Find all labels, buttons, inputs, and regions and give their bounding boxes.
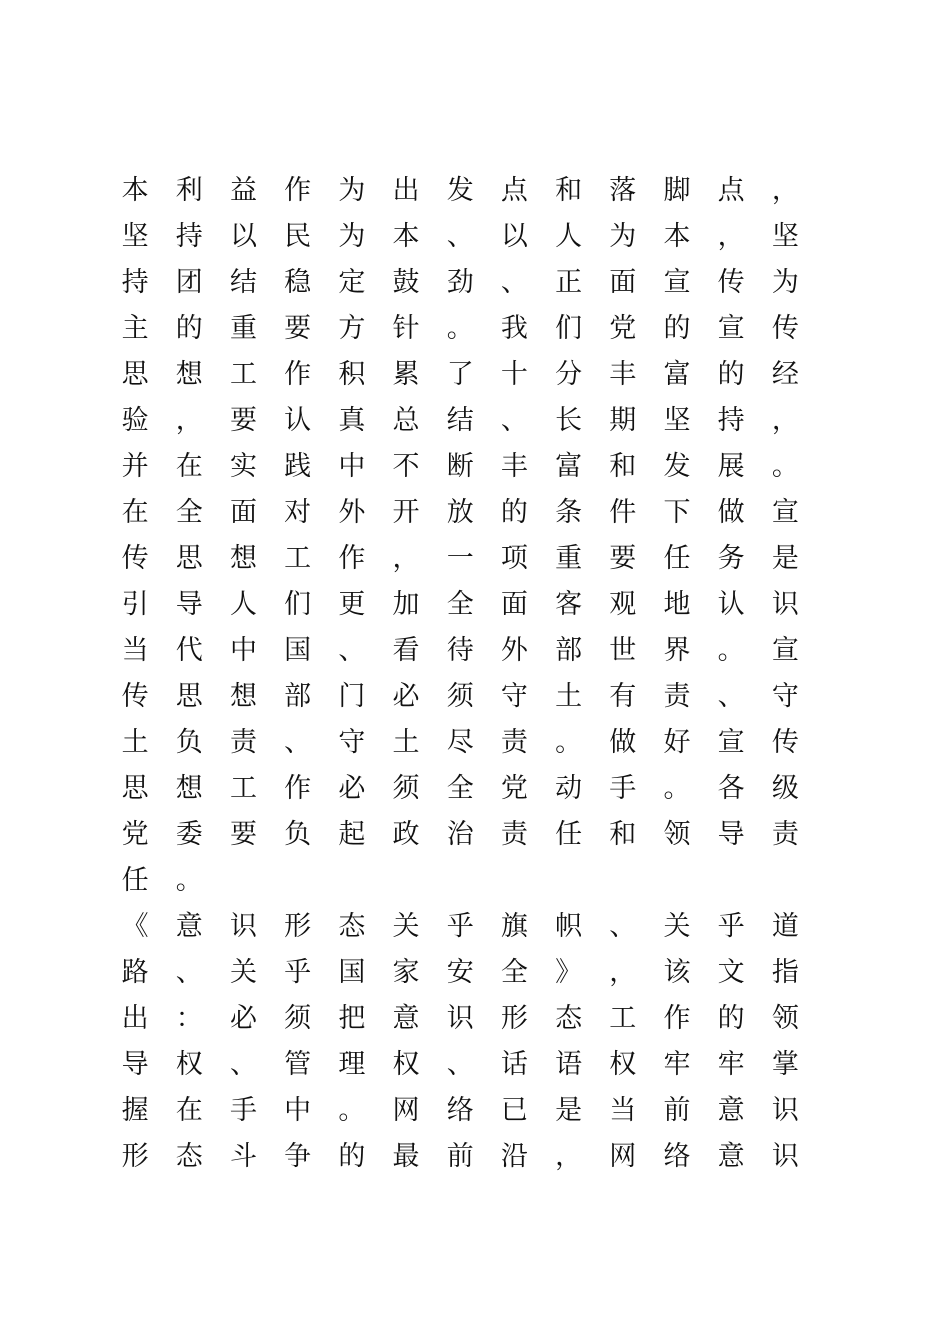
- text-char: 任: [555, 819, 583, 850]
- text-char: 旗: [500, 911, 528, 942]
- text-char: 沿: [500, 1141, 528, 1172]
- text-char: 和: [555, 175, 583, 206]
- text-char: 握: [121, 1095, 149, 1126]
- text-char: 工: [284, 543, 312, 574]
- text-char: 手: [609, 773, 637, 804]
- text-char: 道: [771, 911, 799, 942]
- text-char: 点: [500, 175, 528, 206]
- text-char: 作: [663, 1003, 691, 1034]
- text-char: 工: [229, 773, 257, 804]
- text-char: 看: [392, 635, 420, 666]
- text-char: 思: [121, 773, 149, 804]
- text-char: 牢: [717, 1049, 745, 1080]
- text-char: 点: [717, 175, 745, 206]
- text-char: 经: [771, 359, 799, 390]
- text-char: 认: [717, 589, 745, 620]
- text-char: 帜: [555, 911, 583, 942]
- text-char: ，: [555, 1141, 583, 1172]
- text-char: 丰: [500, 451, 528, 482]
- text-line: [108, 766, 820, 812]
- text-char: 以: [500, 221, 528, 252]
- text-char: 、: [338, 635, 366, 666]
- text-char: 思: [175, 681, 203, 712]
- text-char: 关: [663, 911, 691, 942]
- text-line: [108, 490, 820, 536]
- text-char: 面: [609, 267, 637, 298]
- text-char: 出: [392, 175, 420, 206]
- text-char: 导: [717, 819, 745, 850]
- text-char: 识: [446, 1003, 474, 1034]
- text-char: 民: [284, 221, 312, 252]
- text-char: 前: [663, 1095, 691, 1126]
- text-char: 工: [609, 1003, 637, 1034]
- text-char: 我: [500, 313, 528, 344]
- text-char: 斗: [229, 1141, 257, 1172]
- text-char: 为: [609, 221, 637, 252]
- text-char: 引: [121, 589, 149, 620]
- text-char: 和: [609, 451, 637, 482]
- text-char: 指: [771, 957, 799, 988]
- text-char: 外: [338, 497, 366, 528]
- text-char: 代: [175, 635, 203, 666]
- text-char: 土: [555, 681, 583, 712]
- text-char: 态: [338, 911, 366, 942]
- text-char: 验: [121, 405, 149, 436]
- text-char: 想: [175, 359, 203, 390]
- text-char: 权: [175, 1049, 203, 1080]
- text-char: 中: [338, 451, 366, 482]
- text-char: 语: [555, 1049, 583, 1080]
- text-char: 守: [338, 727, 366, 758]
- text-char: 要: [284, 313, 312, 344]
- text-char: ，: [175, 405, 203, 436]
- text-line: [108, 352, 820, 398]
- text-char: 守: [500, 681, 528, 712]
- text-char: 益: [229, 175, 257, 206]
- text-line: [108, 306, 820, 352]
- text-char: 想: [229, 543, 257, 574]
- text-char: 国: [284, 635, 312, 666]
- text-char: 乎: [446, 911, 474, 942]
- text-line: [108, 1042, 820, 1088]
- text-char: 的: [717, 1003, 745, 1034]
- text-char: 责: [500, 819, 528, 850]
- text-char: 坚: [663, 405, 691, 436]
- text-char: 重: [229, 313, 257, 344]
- text-char: 发: [446, 175, 474, 206]
- text-char: 重: [555, 543, 583, 574]
- text-char: 各: [717, 773, 745, 804]
- text-char: 放: [446, 497, 474, 528]
- text-line: [108, 1134, 820, 1180]
- text-char: 定: [338, 267, 366, 298]
- text-char: 土: [121, 727, 149, 758]
- text-char: 想: [175, 773, 203, 804]
- text-char: 脚: [663, 175, 691, 206]
- text-char: 。: [338, 1095, 366, 1126]
- text-char: 国: [338, 957, 366, 988]
- text-char: 件: [609, 497, 637, 528]
- text-line: [108, 398, 820, 444]
- text-char: 作: [284, 175, 312, 206]
- text-char: 宣: [717, 727, 745, 758]
- text-char: 有: [609, 681, 637, 712]
- text-char: 全: [175, 497, 203, 528]
- text-char: 该: [663, 957, 691, 988]
- text-char: 的: [500, 497, 528, 528]
- text-char: 尽: [446, 727, 474, 758]
- text-line: [108, 214, 820, 260]
- text-char: 宣: [771, 635, 799, 666]
- text-char: 持: [121, 267, 149, 298]
- text-char: 管: [284, 1049, 312, 1080]
- text-char: 网: [609, 1141, 637, 1172]
- text-char: 在: [175, 451, 203, 482]
- text-line: [108, 812, 820, 858]
- text-char: 。: [446, 313, 474, 344]
- text-char: 人: [555, 221, 583, 252]
- text-char: 持: [175, 221, 203, 252]
- text-char: 导: [175, 589, 203, 620]
- text-char: 必: [229, 1003, 257, 1034]
- text-char: 的: [717, 359, 745, 390]
- text-char: 方: [338, 313, 366, 344]
- text-char: 意: [717, 1095, 745, 1126]
- text-char: 结: [446, 405, 474, 436]
- text-char: 正: [555, 267, 583, 298]
- text-char: 主: [121, 313, 149, 344]
- text-char: 务: [717, 543, 745, 574]
- text-char: 面: [500, 589, 528, 620]
- text-char: 做: [717, 497, 745, 528]
- text-char: 责: [500, 727, 528, 758]
- text-char: 面: [229, 497, 257, 528]
- text-char: 对: [284, 497, 312, 528]
- text-char: 级: [771, 773, 799, 804]
- text-char: 宣: [663, 267, 691, 298]
- text-char: 识: [771, 1095, 799, 1126]
- text-char: 形: [284, 911, 312, 942]
- text-char: 部: [555, 635, 583, 666]
- text-char: 全: [446, 773, 474, 804]
- text-char: 争: [284, 1141, 312, 1172]
- text-char: 展: [717, 451, 745, 482]
- text-char: 全: [500, 957, 528, 988]
- text-char: 要: [229, 405, 257, 436]
- text-char: 的: [175, 313, 203, 344]
- text-char: 家: [392, 957, 420, 988]
- text-char: 作: [338, 543, 366, 574]
- text-char: 在: [121, 497, 149, 528]
- text-char: 在: [175, 1095, 203, 1126]
- text-char: 传: [717, 267, 745, 298]
- text-char: 形: [500, 1003, 528, 1034]
- text-char: 鼓: [392, 267, 420, 298]
- text-char: 关: [392, 911, 420, 942]
- text-char: 是: [555, 1095, 583, 1126]
- text-char: 中: [284, 1095, 312, 1126]
- text-char: 们: [555, 313, 583, 344]
- text-char: 劲: [446, 267, 474, 298]
- text-char: 。: [771, 451, 799, 482]
- text-char: 当: [121, 635, 149, 666]
- text-char: 客: [555, 589, 583, 620]
- text-char: 团: [175, 267, 203, 298]
- text-char: 加: [392, 589, 420, 620]
- text-char: 委: [175, 819, 203, 850]
- text-char: 传: [771, 313, 799, 344]
- text-char: 责: [229, 727, 257, 758]
- text-char: 守: [771, 681, 799, 712]
- text-char: 结: [229, 267, 257, 298]
- text-char: 总: [392, 405, 420, 436]
- text-line: [108, 444, 820, 490]
- text-char: 们: [284, 589, 312, 620]
- text-char: 践: [284, 451, 312, 482]
- text-line: [108, 996, 820, 1042]
- text-line: [108, 536, 820, 582]
- text-char: 路: [121, 957, 149, 988]
- text-char: 。: [555, 727, 583, 758]
- text-char: 关: [229, 957, 257, 988]
- text-char: 坚: [121, 221, 149, 252]
- text-char: 、: [229, 1049, 257, 1080]
- text-char: 手: [229, 1095, 257, 1126]
- text-char: 权: [392, 1049, 420, 1080]
- text-char: 下: [663, 497, 691, 528]
- text-char: 地: [663, 589, 691, 620]
- text-char: 态: [555, 1003, 583, 1034]
- text-char: 部: [284, 681, 312, 712]
- text-line: [108, 1088, 820, 1134]
- text-char: 网: [392, 1095, 420, 1126]
- text-char: 已: [500, 1095, 528, 1126]
- text-char: 认: [284, 405, 312, 436]
- text-char: 、: [500, 267, 528, 298]
- text-char: 、: [717, 681, 745, 712]
- text-char: 为: [338, 221, 366, 252]
- text-char: 一: [446, 543, 474, 574]
- text-char: 出: [121, 1003, 149, 1034]
- text-char: 、: [500, 405, 528, 436]
- text-char: ，: [771, 405, 799, 436]
- text-char: 的: [338, 1141, 366, 1172]
- text-char: 前: [446, 1141, 474, 1172]
- text-char: 坚: [771, 221, 799, 252]
- text-char: 工: [229, 359, 257, 390]
- text-char: 掌: [771, 1049, 799, 1080]
- text-char: 落: [609, 175, 637, 206]
- text-char: 不: [392, 451, 420, 482]
- text-line: [108, 858, 820, 904]
- text-char: 并: [121, 451, 149, 482]
- text-char: 稳: [284, 267, 312, 298]
- text-char: 为: [771, 267, 799, 298]
- text-char: 界: [663, 635, 691, 666]
- text-char: ，: [392, 543, 420, 574]
- text-char: 权: [609, 1049, 637, 1080]
- text-char: 负: [284, 819, 312, 850]
- text-char: 要: [609, 543, 637, 574]
- text-line: [108, 260, 820, 306]
- text-char: 。: [175, 865, 203, 896]
- text-char: 任: [121, 865, 149, 896]
- text-char: 做: [609, 727, 637, 758]
- text-char: 发: [663, 451, 691, 482]
- text-char: 把: [338, 1003, 366, 1034]
- text-char: 要: [229, 819, 257, 850]
- text-char: 传: [771, 727, 799, 758]
- text-char: 利: [175, 175, 203, 206]
- text-char: 政: [392, 819, 420, 850]
- text-char: 安: [446, 957, 474, 988]
- text-char: 起: [338, 819, 366, 850]
- text-char: 作: [284, 359, 312, 390]
- text-char: 领: [771, 1003, 799, 1034]
- text-char: 党: [121, 819, 149, 850]
- text-char: 十: [500, 359, 528, 390]
- text-char: 话: [500, 1049, 528, 1080]
- text-char: 意: [392, 1003, 420, 1034]
- text-char: 宣: [717, 313, 745, 344]
- text-char: 思: [175, 543, 203, 574]
- text-char: 形: [121, 1141, 149, 1172]
- text-char: 乎: [284, 957, 312, 988]
- text-char: 当: [609, 1095, 637, 1126]
- text-char: 的: [663, 313, 691, 344]
- text-char: 是: [771, 543, 799, 574]
- text-char: 牢: [663, 1049, 691, 1080]
- text-line: [108, 720, 820, 766]
- text-char: 作: [284, 773, 312, 804]
- text-char: 、: [284, 727, 312, 758]
- text-char: 想: [229, 681, 257, 712]
- text-char: 须: [284, 1003, 312, 1034]
- text-char: ：: [175, 1003, 203, 1034]
- text-char: 待: [446, 635, 474, 666]
- text-char: 以: [229, 221, 257, 252]
- text-line: [108, 168, 820, 214]
- text-char: 富: [555, 451, 583, 482]
- text-char: 实: [229, 451, 257, 482]
- text-char: 负: [175, 727, 203, 758]
- text-char: 外: [500, 635, 528, 666]
- text-char: 。: [663, 773, 691, 804]
- text-char: 门: [338, 681, 366, 712]
- text-char: 宣: [771, 497, 799, 528]
- text-char: 开: [392, 497, 420, 528]
- text-char: 意: [717, 1141, 745, 1172]
- text-char: 土: [392, 727, 420, 758]
- text-char: 持: [717, 405, 745, 436]
- text-char: 识: [771, 1141, 799, 1172]
- text-char: 了: [446, 359, 474, 390]
- text-char: 、: [175, 957, 203, 988]
- text-char: 须: [392, 773, 420, 804]
- text-char: 项: [500, 543, 528, 574]
- text-char: 识: [229, 911, 257, 942]
- text-char: 、: [609, 911, 637, 942]
- text-char: 传: [121, 681, 149, 712]
- text-char: 《: [121, 911, 149, 942]
- text-char: 和: [609, 819, 637, 850]
- text-char: 络: [446, 1095, 474, 1126]
- text-char: 期: [609, 405, 637, 436]
- text-char: 党: [609, 313, 637, 344]
- text-char: 本: [663, 221, 691, 252]
- text-char: 分: [555, 359, 583, 390]
- text-char: 全: [446, 589, 474, 620]
- text-char: 任: [663, 543, 691, 574]
- text-char: 动: [555, 773, 583, 804]
- text-char: 本: [392, 221, 420, 252]
- text-line: [108, 950, 820, 996]
- text-char: 中: [229, 635, 257, 666]
- text-char: 识: [771, 589, 799, 620]
- text-char: 责: [663, 681, 691, 712]
- text-char: 必: [338, 773, 366, 804]
- text-char: 本: [121, 175, 149, 206]
- text-char: 意: [175, 911, 203, 942]
- text-char: 丰: [609, 359, 637, 390]
- text-char: 真: [338, 405, 366, 436]
- text-char: 须: [446, 681, 474, 712]
- text-char: 态: [175, 1141, 203, 1172]
- text-char: 好: [663, 727, 691, 758]
- text-char: 治: [446, 819, 474, 850]
- text-char: 思: [121, 359, 149, 390]
- text-line: [108, 582, 820, 628]
- text-char: 必: [392, 681, 420, 712]
- text-char: 断: [446, 451, 474, 482]
- text-char: ，: [771, 175, 799, 206]
- text-char: 。: [717, 635, 745, 666]
- text-char: 领: [663, 819, 691, 850]
- text-char: 、: [446, 221, 474, 252]
- text-line: [108, 674, 820, 720]
- text-char: 针: [392, 313, 420, 344]
- text-line: [108, 904, 820, 950]
- text-char: 、: [446, 1049, 474, 1080]
- text-char: 长: [555, 405, 583, 436]
- text-char: 文: [717, 957, 745, 988]
- text-line: [108, 628, 820, 674]
- text-char: 责: [771, 819, 799, 850]
- text-char: 观: [609, 589, 637, 620]
- text-char: 理: [338, 1049, 366, 1080]
- text-char: 传: [121, 543, 149, 574]
- text-char: ，: [717, 221, 745, 252]
- text-char: 世: [609, 635, 637, 666]
- text-char: 累: [392, 359, 420, 390]
- text-char: 人: [229, 589, 257, 620]
- text-char: 络: [663, 1141, 691, 1172]
- text-char: 》: [555, 957, 583, 988]
- text-char: 富: [663, 359, 691, 390]
- text-char: 乎: [717, 911, 745, 942]
- text-char: 积: [338, 359, 366, 390]
- text-char: 最: [392, 1141, 420, 1172]
- body-text: [108, 168, 820, 1180]
- text-char: 党: [500, 773, 528, 804]
- text-char: 导: [121, 1049, 149, 1080]
- text-char: 条: [555, 497, 583, 528]
- text-char: 为: [338, 175, 366, 206]
- text-char: 更: [338, 589, 366, 620]
- text-char: ，: [609, 957, 637, 988]
